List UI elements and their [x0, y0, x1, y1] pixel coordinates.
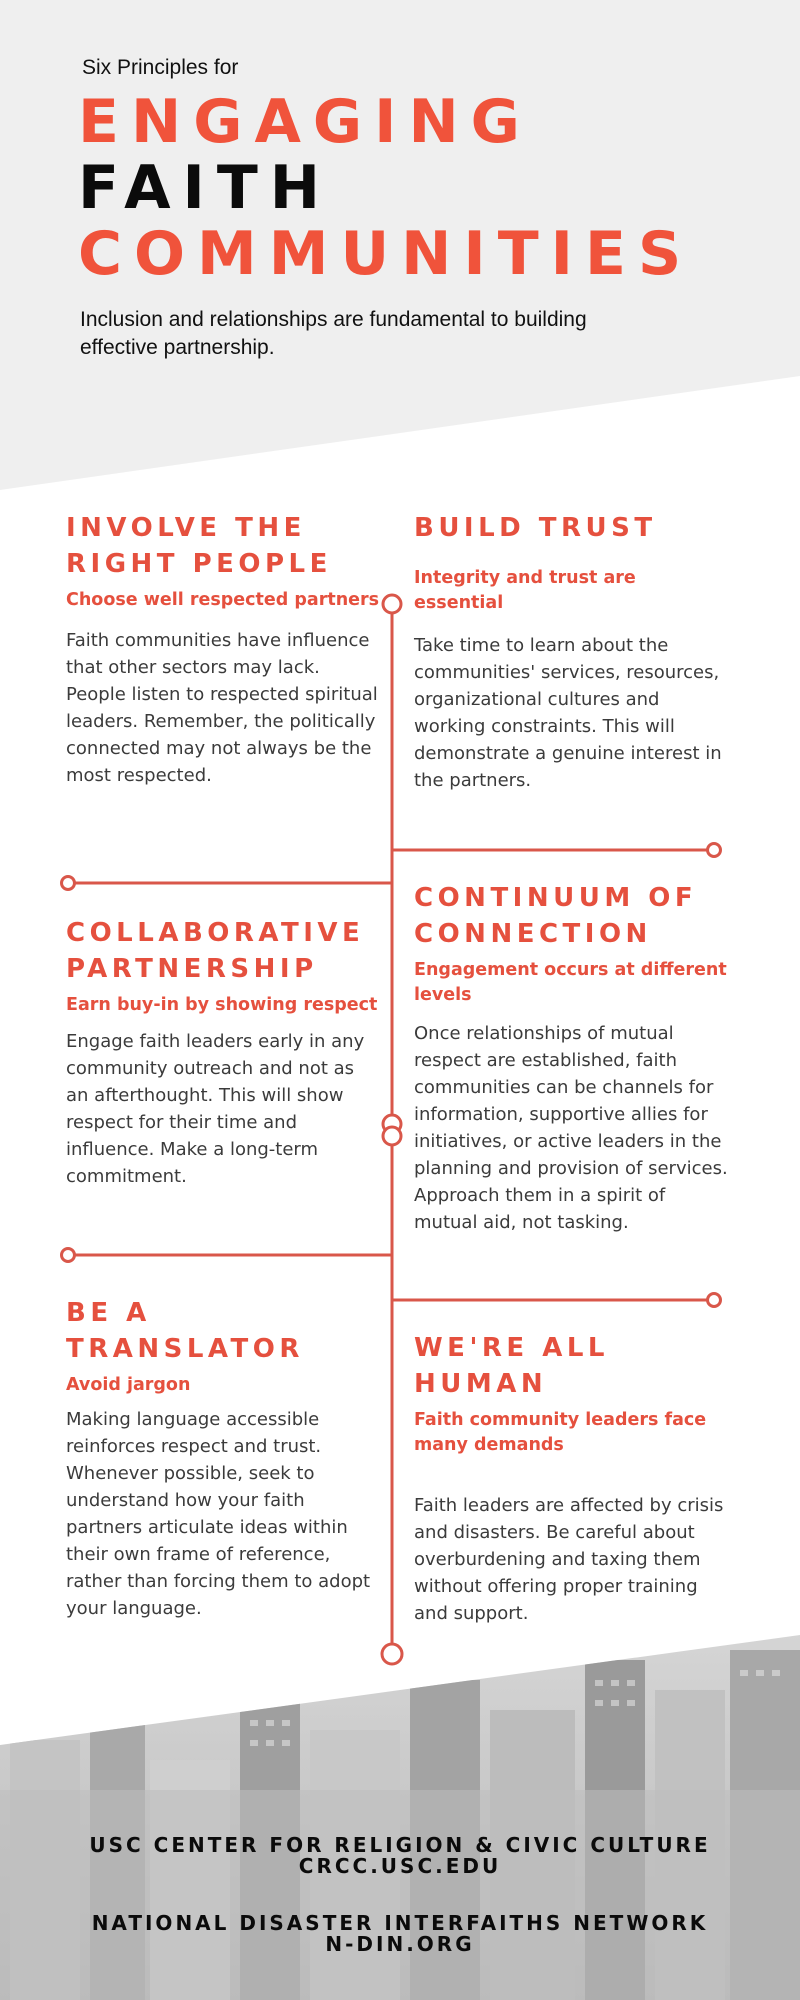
- principle-subtitle: Faith community leaders face many demands: [414, 1410, 707, 1455]
- principle-subtitle: Earn buy-in by showing respect: [66, 995, 378, 1015]
- principle-title: COLLABORATIVE PARTNERSHIP: [66, 918, 365, 984]
- title-faith: FAITH: [78, 153, 333, 223]
- principle-body: Making language accessible reinforces respect and trust. Whenever possible, seek to understand how your faith partners articulate ideas within their own frame of reference, rather than forcing them to adopt your language.: [66, 1409, 371, 1619]
- timeline-node-mid-1: [383, 1115, 401, 1133]
- principle-card-translator: [66, 1295, 381, 1622]
- title-communities: COMMUNITIES: [78, 219, 694, 289]
- timeline-node-top: [383, 595, 401, 613]
- pretitle: Six Principles for: [82, 56, 239, 79]
- timeline-node-left-1: [62, 877, 75, 890]
- principle-title: WE'RE ALL HUMAN: [414, 1333, 609, 1399]
- timeline-node-left-2: [62, 1249, 75, 1262]
- footer-org1-url[interactable]: CRCC.USC.EDU: [298, 1854, 502, 1878]
- principle-title: BUILD TRUST: [414, 513, 657, 543]
- principle-body: Once relationships of mutual respect are established, faith communities can be channels for information, supportive allies for initiatives, or active leaders in the planning and provision of services. Approach them in a spirit of mutual aid, not tasking.: [414, 1023, 728, 1233]
- principle-card-continuum: [414, 880, 729, 1236]
- principle-card-collaborative: [66, 915, 381, 1190]
- title-engaging: ENGAGING: [78, 87, 532, 157]
- intro-text: Inclusion and relationships are fundamental to building effective partnership.: [80, 308, 587, 359]
- footer-org2-url[interactable]: N-DIN.ORG: [325, 1932, 475, 1956]
- principle-card-involve: [66, 510, 381, 789]
- principle-subtitle: Avoid jargon: [66, 1375, 191, 1395]
- principle-title: CONTINUUM OF CONNECTION: [414, 883, 698, 949]
- principle-title: BE A TRANSLATOR: [66, 1298, 304, 1364]
- principle-body: Engage faith leaders early in any community outreach and not as an afterthought. This will show respect for their time and influence. Make a long-term commitment.: [66, 1031, 365, 1187]
- principle-body: Faith leaders are affected by crisis and disasters. Be careful about overburdening and taxing them without offering proper training and support.: [414, 1495, 724, 1624]
- timeline-node-right-2: [708, 1294, 721, 1307]
- timeline-node-right-1: [708, 844, 721, 857]
- principle-subtitle: Choose well respected partners: [66, 590, 380, 610]
- principle-card-human: [414, 1330, 729, 1627]
- principle-subtitle: Integrity and trust are essential: [414, 568, 636, 613]
- principle-title: INVOLVE THE RIGHT PEOPLE: [66, 513, 332, 579]
- timeline-node-mid-2: [383, 1127, 401, 1145]
- principle-body: Faith communities have influence that other sectors may lack. People listen to respected spiritual leaders. Remember, the politically connected may not always be the most respected.: [66, 630, 378, 786]
- footer-org1-name: USC CENTER FOR RELIGION & CIVIC CULTURE: [89, 1833, 711, 1857]
- principle-body: Take time to learn about the communities' services, resources, organizational cultures and working constraints. This will demonstrate a genuine interest in the partners.: [414, 635, 722, 791]
- principle-subtitle: Engagement occurs at different levels: [414, 960, 727, 1005]
- footer-org2-name: NATIONAL DISASTER INTERFAITHS NETWORK: [91, 1911, 709, 1935]
- principle-card-trust: [414, 510, 729, 794]
